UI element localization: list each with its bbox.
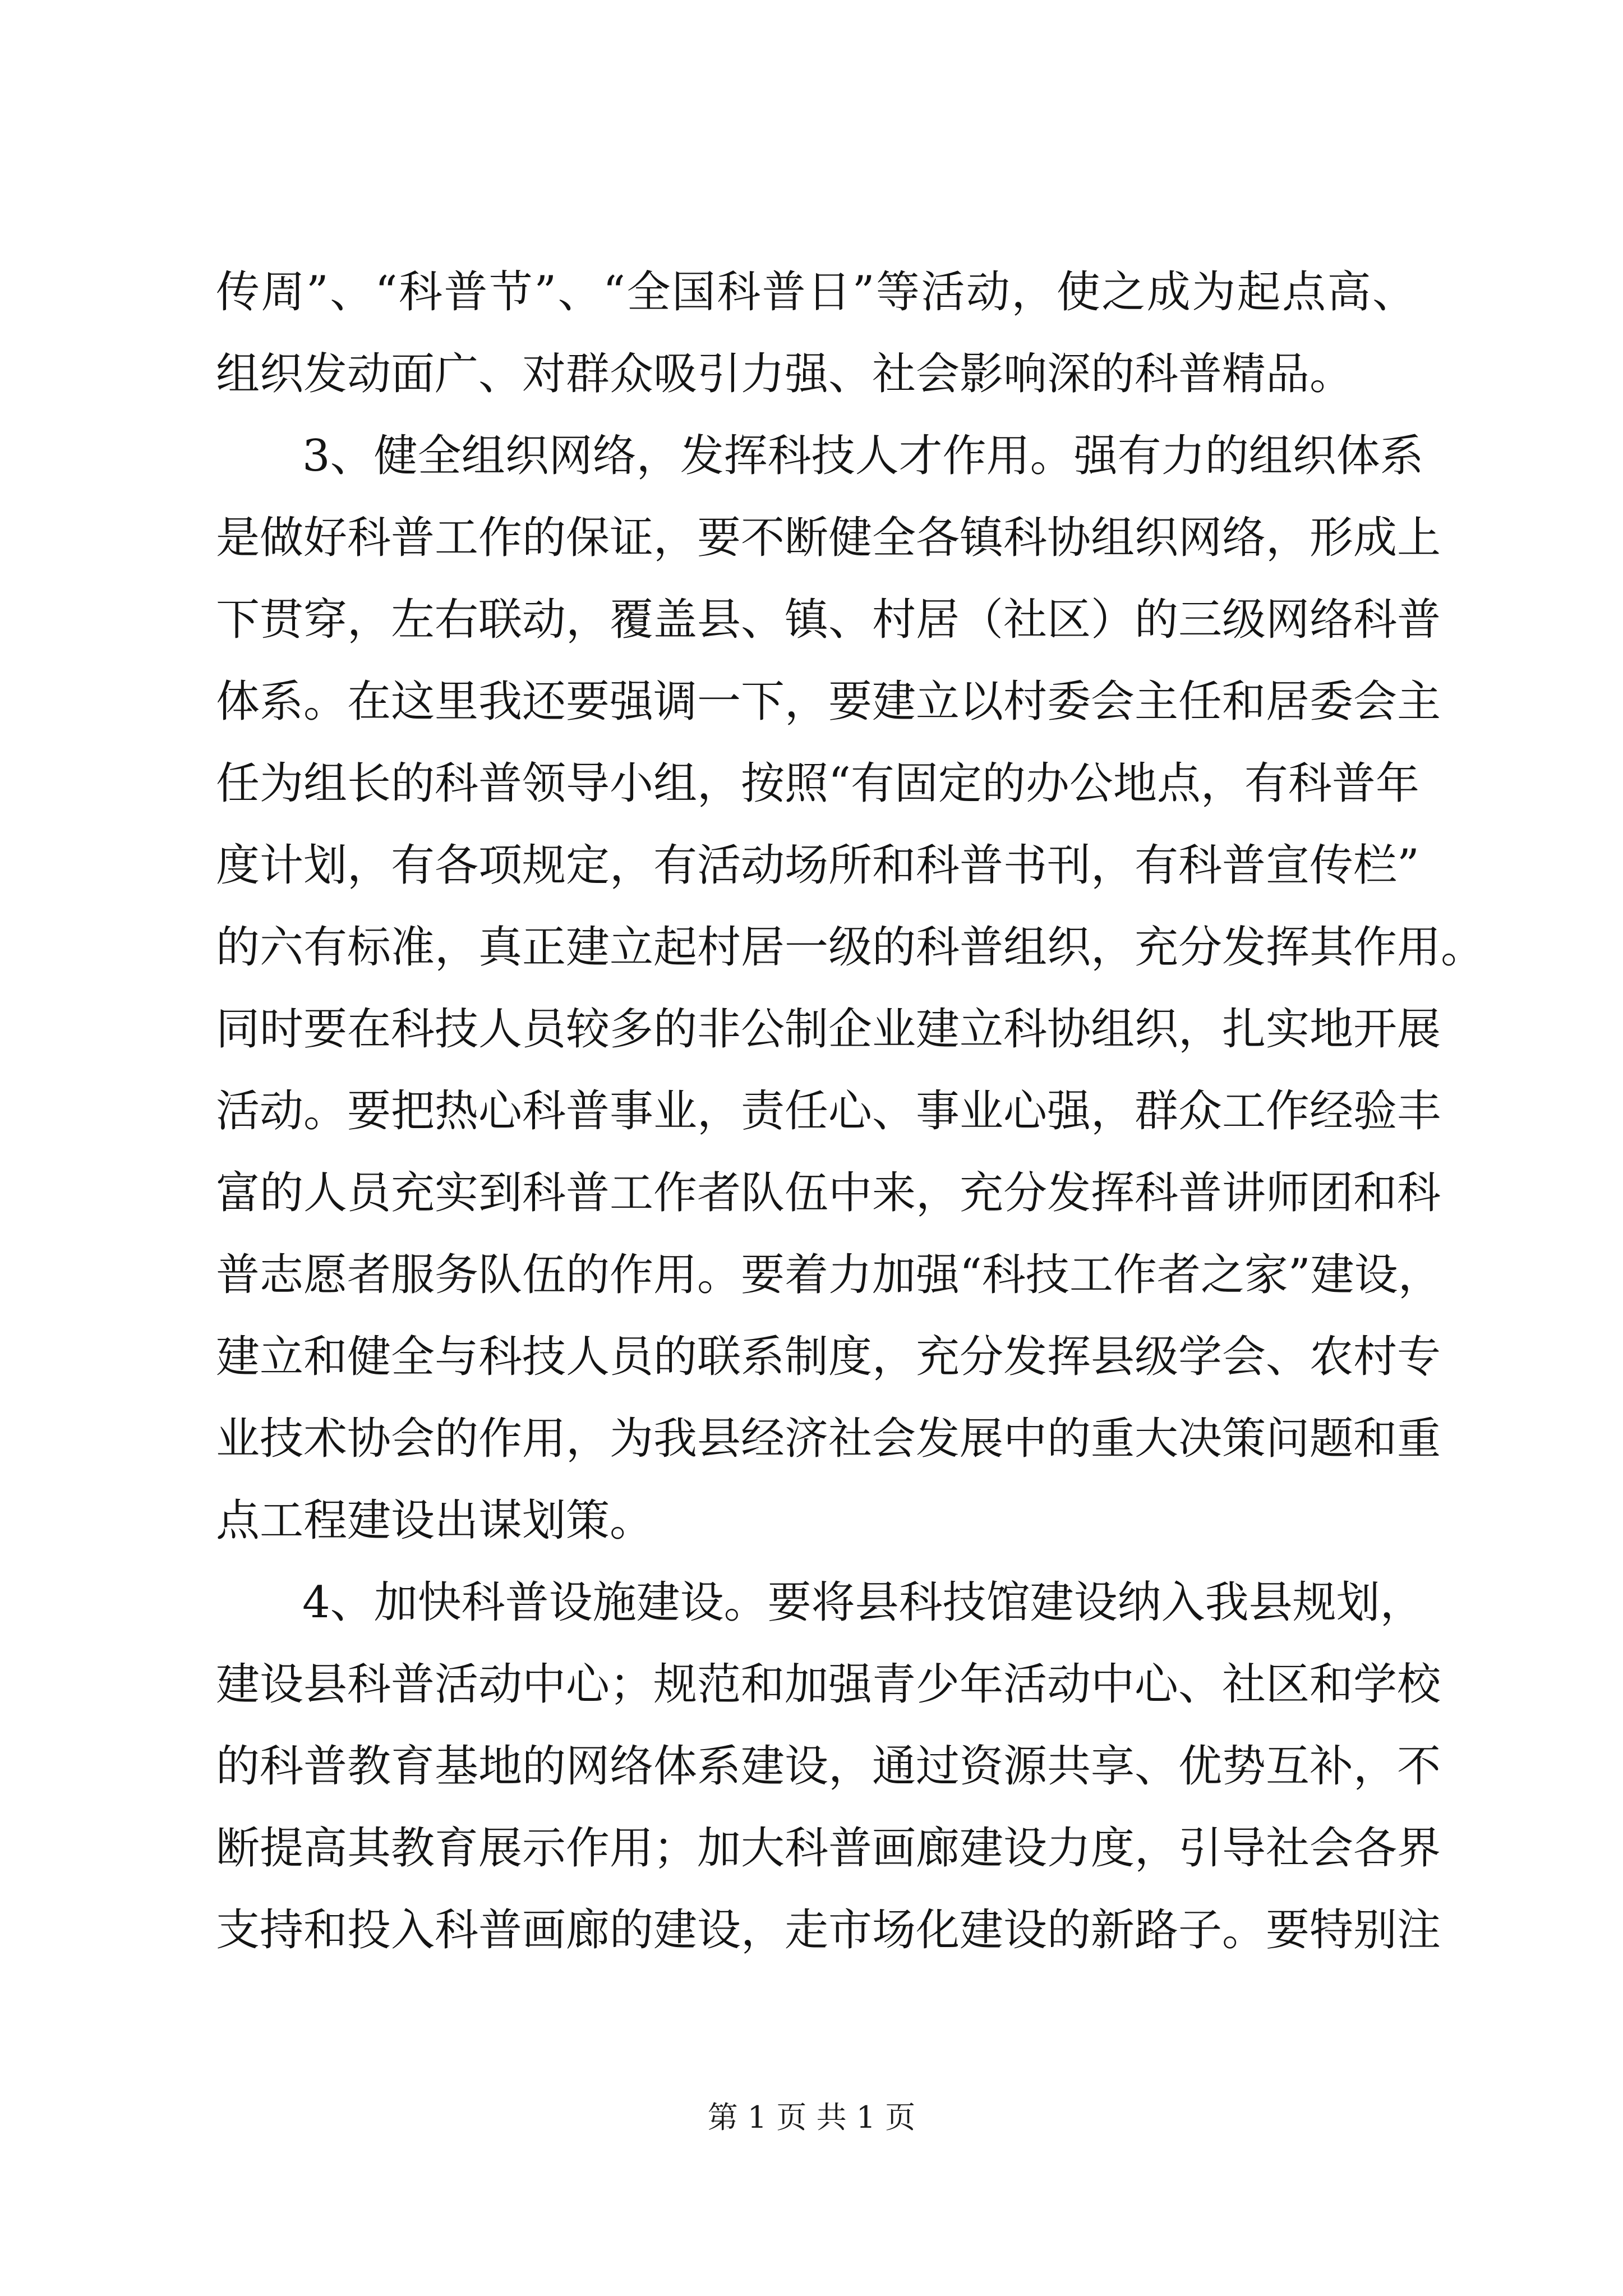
text-line: 3、健全组织网络，发挥科技人才作用。强有力的组织体系 xyxy=(302,431,1424,481)
text-line: 同时要在科技人员较多的非公制企业建立科协组织，扎实地开展 xyxy=(216,1004,1441,1055)
text-line: 富的人员充实到科普工作者队伍中来，充分发挥科普讲师团和科 xyxy=(216,1168,1441,1218)
text-line: 普志愿者服务队伍的作用。要着力加强“科技工作者之家”建设， xyxy=(216,1250,1442,1300)
text-line: 活动。要把热心科普事业，责任心、事业心强，群众工作经验丰 xyxy=(216,1086,1441,1137)
paragraph-3 xyxy=(216,1562,1441,1971)
text-line: 体系。在这里我还要强调一下，要建立以村委会主任和居委会主 xyxy=(216,677,1441,727)
text-line: 4、加快科普设施建设。要将县科技馆建设纳入我县规划， xyxy=(302,1577,1424,1628)
text-line: 业技术协会的作用，为我县经济社会发展中的重大决策问题和重 xyxy=(216,1414,1441,1464)
text-line: 组织发动面广、对群众吸引力强、社会影响深的科普精品。 xyxy=(216,349,1354,399)
body-text xyxy=(216,251,1485,1971)
page-number-footer: 第 1 页 共 1 页 xyxy=(707,2100,916,2135)
text-line: 支持和投入科普画廊的建设，走市场化建设的新路子。要特别注 xyxy=(216,1905,1441,1955)
text-line: 的科普教育基地的网络体系建设，通过资源共享、优势互补，不 xyxy=(216,1741,1441,1792)
text-line: 任为组长的科普领导小组，按照“有固定的办公地点，有科普年 xyxy=(216,758,1419,809)
text-line: 下贯穿，左右联动，覆盖县、镇、村居（社区）的三级网络科普 xyxy=(216,595,1441,645)
paragraph-2 xyxy=(216,415,1485,1562)
text-line: 建设县科普活动中心；规范和加强青少年活动中心、社区和学校 xyxy=(216,1659,1441,1710)
paragraph-1 xyxy=(216,251,1416,415)
text-line: 断提高其教育展示作用；加大科普画廊建设力度，引导社会各界 xyxy=(216,1823,1441,1874)
text-line: 点工程建设出谋划策。 xyxy=(216,1496,654,1546)
text-line: 是做好科普工作的保证，要不断健全各镇科协组织网络，形成上 xyxy=(216,513,1441,563)
text-line: 建立和健全与科技人员的联系制度，充分发挥县级学会、农村专 xyxy=(216,1332,1441,1382)
text-line: 的六有标准，真正建立起村居一级的科普组织，充分发挥其作用。 xyxy=(216,922,1485,973)
text-line: 传周”、“科普节”、“全国科普日”等活动，使之成为起点高、 xyxy=(216,267,1416,318)
text-line: 度计划，有各项规定，有活动场所和科普书刊，有科普宣传栏” xyxy=(216,840,1419,891)
